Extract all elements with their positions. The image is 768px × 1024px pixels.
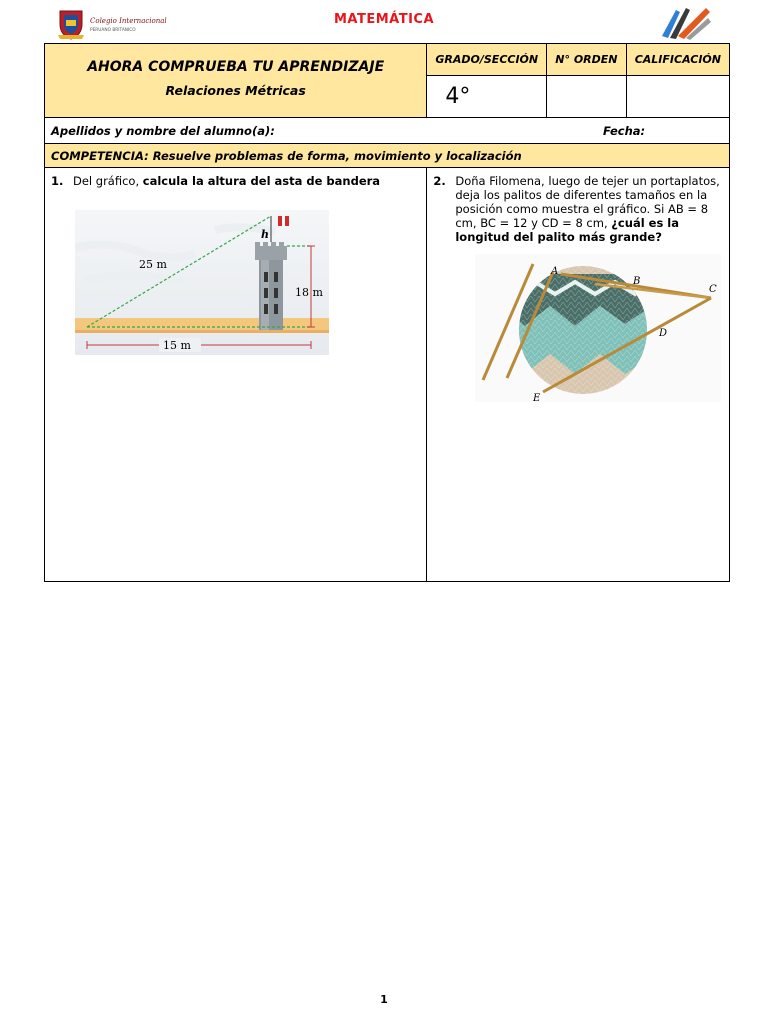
figure-background xyxy=(75,210,329,355)
label-C: C xyxy=(709,284,718,295)
subject-title: MATEMÁTICA xyxy=(333,12,435,27)
label-15m: 15 m xyxy=(163,339,191,352)
label-h: h xyxy=(261,228,269,241)
placemat-figure xyxy=(475,254,721,402)
competencia-row xyxy=(45,144,730,168)
worksheet-table xyxy=(44,43,730,582)
question-text xyxy=(73,174,380,188)
label-E: E xyxy=(533,393,541,402)
label-A: A xyxy=(551,266,559,277)
calificacion-value[interactable] xyxy=(626,76,729,118)
grade-value[interactable]: 4° xyxy=(427,76,547,118)
question-text-plain: Doña Filomena, luego de tejer un portaplatos, deja los palitos de diferentes tamaños en la posición como muestra el gráfico. Si AB = 8 cm, BC = 12 y CD = 8 cm, xyxy=(455,174,720,230)
grado-header: GRADO/SECCIÓN xyxy=(427,44,547,76)
question-text-bold: calcula la altura del asta de bandera xyxy=(142,174,381,188)
label-25m: 25 m xyxy=(139,258,167,271)
question-1 xyxy=(51,174,420,188)
page-number: 1 xyxy=(380,993,388,1006)
orden-value[interactable] xyxy=(547,76,627,118)
student-row[interactable] xyxy=(45,118,730,144)
svg-text:PERUANO BRITANICO: PERUANO BRITANICO xyxy=(90,28,136,33)
question-2-cell[interactable] xyxy=(427,168,730,582)
date-label: Fecha: xyxy=(603,124,646,138)
pencils-icon xyxy=(656,4,714,40)
label-18m: 18 m xyxy=(295,286,323,299)
tower-icon xyxy=(255,242,287,330)
competencia-label: COMPETENCIA: xyxy=(51,148,149,163)
question-1-cell[interactable] xyxy=(45,168,427,582)
question-text-bold: ¿cuál es la longitud del palito más grande? xyxy=(455,216,679,244)
question-2 xyxy=(433,174,723,244)
question-number: 1. xyxy=(51,174,64,188)
label-D: D xyxy=(659,328,668,339)
label-B: B xyxy=(633,276,641,287)
question-number: 2. xyxy=(433,174,446,188)
svg-text:Colegio Internacional: Colegio Internacional xyxy=(90,17,167,25)
tower-figure xyxy=(75,210,329,355)
worksheet-title: AHORA COMPRUEBA TU APRENDIZAJE xyxy=(87,59,385,75)
question-text-plain: Del gráfico, xyxy=(73,174,140,188)
orden-header: N° ORDEN xyxy=(547,44,627,76)
ground xyxy=(75,318,329,332)
calificacion-header: CALIFICACIÓN xyxy=(626,44,729,76)
question-text xyxy=(455,174,723,244)
worksheet-subtitle: Relaciones Métricas xyxy=(165,83,306,98)
page-header xyxy=(0,0,768,44)
student-label: Apellidos y nombre del alumno(a): xyxy=(51,123,275,138)
competencia-text: Resuelve problemas de forma, movimiento y localización xyxy=(152,148,522,163)
title-cell xyxy=(45,44,427,118)
